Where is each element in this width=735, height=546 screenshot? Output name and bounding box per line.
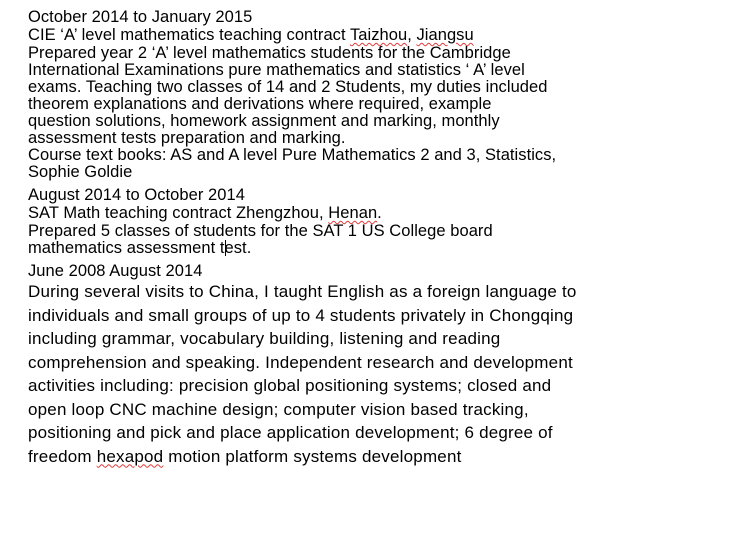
description-line [28, 445, 728, 469]
text-segment: motion platform systems development [163, 446, 462, 466]
role-text: CIE ‘A’ level mathematics teaching contract [28, 26, 350, 44]
misspelled-word[interactable]: hexapod [96, 446, 164, 466]
experience-entry-sat [28, 187, 728, 257]
description-line: positioning and pick and place application development; 6 degree of [28, 423, 553, 442]
entry-date: August 2014 to October 2014 [28, 186, 245, 204]
text-after-cursor: est. [224, 239, 252, 257]
description-line: exams. Teaching two classes of 14 and 2 Students, my duties included [28, 78, 548, 96]
entry-date: October 2014 to January 2015 [28, 8, 253, 26]
description-line [28, 240, 728, 257]
description-line: theorem explanations and derivations where required, example [28, 95, 492, 113]
role-suffix: . [377, 204, 382, 222]
experience-entry-cie [28, 9, 728, 181]
description-line: International Examinations pure mathematics and statistics ‘ A’ level [28, 61, 525, 79]
description-line: During several visits to China, I taught English as a foreign language to [28, 282, 577, 301]
misspelled-word[interactable]: Jiangsu [416, 26, 474, 44]
entry-description [28, 280, 728, 468]
misspelled-word[interactable]: Taizhou [349, 26, 408, 44]
role-text: SAT Math teaching contract Zhengzhou, [28, 204, 329, 222]
description-line: Course text books: AS and A level Pure Mathematics 2 and 3, Statistics, [28, 146, 557, 164]
description-line: comprehension and speaking. Independent research and development [28, 352, 573, 372]
description-line: question solutions, homework assignment and marking, monthly [28, 112, 500, 130]
resume-document[interactable] [28, 9, 728, 468]
description-line: assessment tests preparation and marking. [28, 129, 346, 147]
text-before-cursor: mathematics assessment t [28, 239, 225, 257]
entry-role [28, 204, 728, 223]
description-line: activities including: precision global positioning systems; closed and [28, 376, 552, 395]
misspelled-word[interactable]: Henan [328, 204, 378, 222]
description-line: including grammar, vocabulary building, listening and reading [28, 329, 501, 348]
description-line: open loop CNC machine design; computer vision based tracking, [28, 399, 529, 419]
description-line: Sophie Goldie [28, 163, 133, 181]
entry-date: June 2008 August 2014 [28, 262, 203, 280]
text-segment: freedom [28, 446, 97, 466]
description-line: Prepared year 2 ‘A’ level mathematics students for the Cambridge [28, 44, 511, 62]
role-separator: , [407, 26, 417, 44]
experience-entry-china [28, 263, 728, 468]
entry-role [28, 26, 728, 45]
description-line: Prepared 5 classes of students for the SAT 1 US College board [28, 222, 493, 240]
description-line: individuals and small groups of up to 4 students privately in Chongqing [28, 305, 574, 325]
